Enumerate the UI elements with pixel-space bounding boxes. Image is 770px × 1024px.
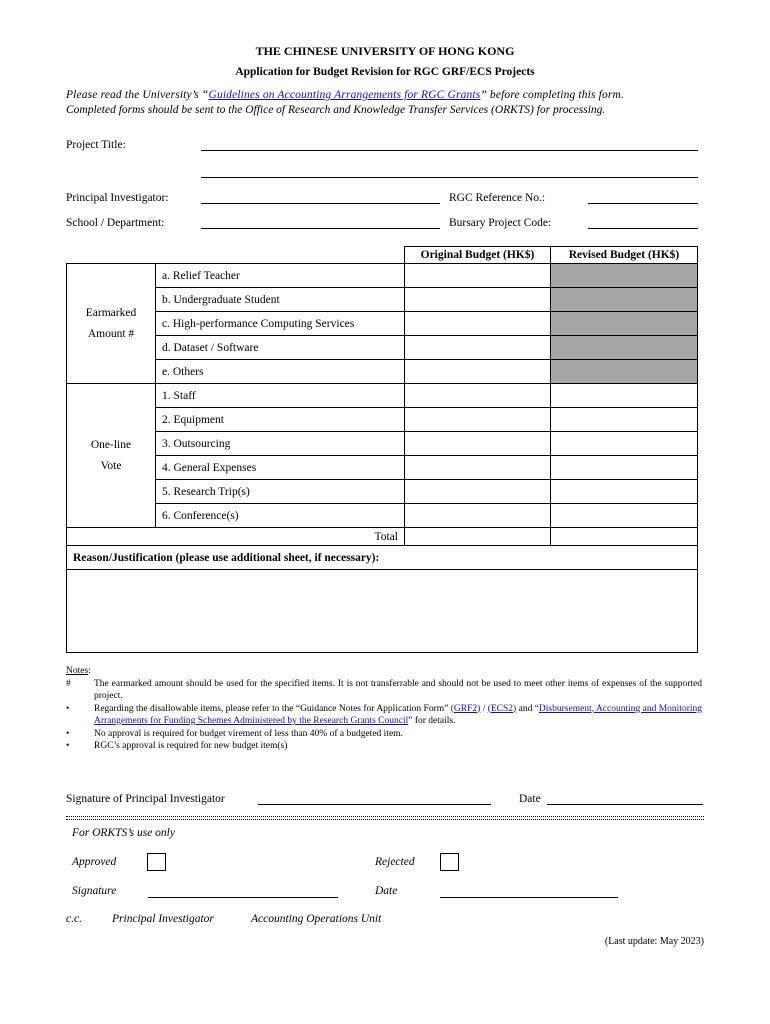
- intro-line-1: [66, 89, 706, 101]
- original-budget-cell[interactable]: [405, 336, 551, 360]
- revised-budget-header: Revised Budget (HK$): [551, 247, 698, 264]
- note-earmarked: [66, 678, 702, 703]
- earmarked-item: a. Relief Teacher: [156, 264, 405, 288]
- note-2-after: ” for details.: [408, 716, 456, 726]
- revised-budget-cell[interactable]: [551, 456, 698, 480]
- earmarked-label-2: Amount #: [87, 327, 135, 340]
- note-new-item: [66, 740, 702, 753]
- last-update: (Last update: May 2023): [604, 936, 704, 947]
- intro-text-before: Please read the University’s “: [66, 89, 209, 101]
- oneline-label-1: One-line: [90, 438, 132, 451]
- revised-budget-cell[interactable]: [551, 504, 698, 528]
- original-budget-cell[interactable]: [405, 384, 551, 408]
- rgc-ref-field[interactable]: [588, 203, 698, 204]
- revised-budget-cell[interactable]: [551, 408, 698, 432]
- intro-text-after: ” before completing this form.: [480, 89, 625, 101]
- project-title-label: Project Title:: [66, 139, 126, 151]
- revised-budget-cell-shaded: [551, 288, 698, 312]
- reason-heading: Reason/Justification (please use additional sheet, if necessary):: [67, 546, 698, 570]
- original-budget-header: Original Budget (HK$): [405, 247, 551, 264]
- hash-bullet: #: [66, 678, 71, 689]
- revised-budget-cell-shaded: [551, 264, 698, 288]
- notes-section: Notes: # The earmarked amount should be used for the specified items. It is not transferrable and should not be used to meet other items of expenses of the supported project. • Regarding the disallowable items, please refer to the “Guidance Notes for Application Form” (GRF2) / (ECS2) and “Disbursement, Accounting and Monitoring Arrangements for Funding Schemes Administered by the Research Grants Council” for details. • No approval is required for budget virement of less than 40% of a budgeted item. • RGC’s approval is required for new budget item(s): [66, 666, 703, 751]
- note-3-text: No approval is required for budget virement of less than 40% of a budgeted item.: [94, 728, 403, 739]
- project-title-field[interactable]: [201, 150, 698, 151]
- note-2-sep: /: [480, 703, 488, 714]
- bursary-field[interactable]: [588, 228, 698, 229]
- revised-budget-cell-shaded: [551, 312, 698, 336]
- earmarked-label-1: Earmarked: [85, 306, 137, 319]
- pi-label: Principal Investigator:: [66, 192, 169, 204]
- revised-budget-cell-shaded: [551, 336, 698, 360]
- earmarked-item: b. Undergraduate Student: [156, 288, 405, 312]
- guidelines-link[interactable]: Guidelines on Accounting Arrangements for RGC Grants: [208, 89, 481, 101]
- bullet-icon: •: [66, 728, 70, 739]
- bullet-icon: •: [66, 703, 70, 714]
- revised-total-cell[interactable]: [551, 528, 698, 546]
- revised-budget-cell[interactable]: [551, 432, 698, 456]
- pi-date-field[interactable]: [547, 804, 703, 805]
- form-title: Application for Budget Revision for RGC GRF/ECS Projects: [235, 66, 535, 78]
- original-budget-cell[interactable]: [405, 408, 551, 432]
- budget-table: [66, 246, 698, 653]
- disbursement-link[interactable]: Disbursement, Accounting and Monitoring Arrangements for Funding Schemes Administered by the Research Grants Council: [94, 703, 703, 726]
- earmarked-item: e. Others: [156, 360, 405, 384]
- intro-line-2: Completed forms should be sent to the Office of Research and Knowledge Transfer Services (ORKTS) for processing.: [66, 104, 606, 116]
- school-label: School / Department:: [66, 217, 165, 229]
- total-label: Total: [67, 528, 405, 546]
- blank-cell: [67, 247, 156, 264]
- bullet-icon: •: [66, 741, 70, 751]
- pi-signature-field[interactable]: [258, 804, 491, 805]
- one-line-vote-label: [67, 384, 156, 528]
- cc-principal-investigator: Principal Investigator: [112, 913, 214, 925]
- section-divider: [66, 816, 704, 820]
- approved-label: Approved: [72, 856, 117, 868]
- note-4-text: RGC’s approval is required for new budget item(s): [94, 741, 288, 751]
- pi-field[interactable]: [201, 203, 440, 204]
- cc-accounting-unit: Accounting Operations Unit: [251, 913, 382, 925]
- note-1-text: The earmarked amount should be used for the specified items. It is not transferrable and should not be used to meet other items of expenses of the supported project.: [94, 678, 702, 701]
- pi-signature-label: Signature of Principal Investigator: [66, 793, 225, 805]
- original-budget-cell[interactable]: [405, 480, 551, 504]
- cc-label: c.c.: [66, 913, 82, 925]
- oneline-item: 4. General Expenses: [156, 456, 405, 480]
- revised-budget-cell-shaded: [551, 360, 698, 384]
- original-budget-cell[interactable]: [405, 504, 551, 528]
- approved-checkbox[interactable]: [147, 853, 166, 871]
- blank-cell: [156, 247, 405, 264]
- orkts-date-label: Date: [375, 885, 398, 897]
- oneline-item: 6. Conference(s): [156, 504, 405, 528]
- earmarked-amount-label: [67, 264, 156, 384]
- rejected-label: Rejected: [375, 856, 415, 868]
- reason-field[interactable]: [67, 570, 698, 653]
- note-2-before: Regarding the disallowable items, please refer to the “Guidance Notes for Application Form”: [94, 703, 451, 714]
- oneline-item: 1. Staff: [156, 384, 405, 408]
- university-name: THE CHINESE UNIVERSITY OF HONG KONG: [255, 44, 515, 58]
- original-budget-cell[interactable]: [405, 360, 551, 384]
- original-budget-cell[interactable]: [405, 288, 551, 312]
- original-total-cell[interactable]: [405, 528, 551, 546]
- revised-budget-cell[interactable]: [551, 384, 698, 408]
- note-virement: [66, 728, 702, 741]
- orkts-title: For ORKTS’s use only: [72, 827, 175, 839]
- original-budget-cell[interactable]: [405, 312, 551, 336]
- rgc-ref-label: RGC Reference No.:: [449, 192, 546, 204]
- note-disallowable: [66, 703, 702, 728]
- oneline-label-2: Vote: [100, 459, 122, 472]
- revised-budget-cell[interactable]: [551, 480, 698, 504]
- oneline-item: 3. Outsourcing: [156, 432, 405, 456]
- pi-date-label: Date: [519, 793, 541, 805]
- bursary-label: Bursary Project Code:: [449, 217, 552, 229]
- orkts-date-field[interactable]: [440, 897, 618, 898]
- orkts-signature-label: Signature: [72, 885, 117, 897]
- original-budget-cell[interactable]: [405, 264, 551, 288]
- earmarked-item: d. Dataset / Software: [156, 336, 405, 360]
- school-field[interactable]: [201, 228, 440, 229]
- orkts-signature-field[interactable]: [148, 897, 338, 898]
- rejected-checkbox[interactable]: [440, 853, 459, 871]
- ecs2-link[interactable]: (ECS2): [487, 703, 517, 714]
- grf2-link[interactable]: (GRF2): [450, 703, 481, 714]
- oneline-item: 5. Research Trip(s): [156, 480, 405, 504]
- note-2-mid: and “: [516, 703, 539, 714]
- original-budget-cell[interactable]: [405, 432, 551, 456]
- earmarked-item: c. High-performance Computing Services: [156, 312, 405, 336]
- notes-title: Notes: [66, 666, 89, 676]
- oneline-item: 2. Equipment: [156, 408, 405, 432]
- original-budget-cell[interactable]: [405, 456, 551, 480]
- project-title-field-line-2[interactable]: [201, 177, 698, 178]
